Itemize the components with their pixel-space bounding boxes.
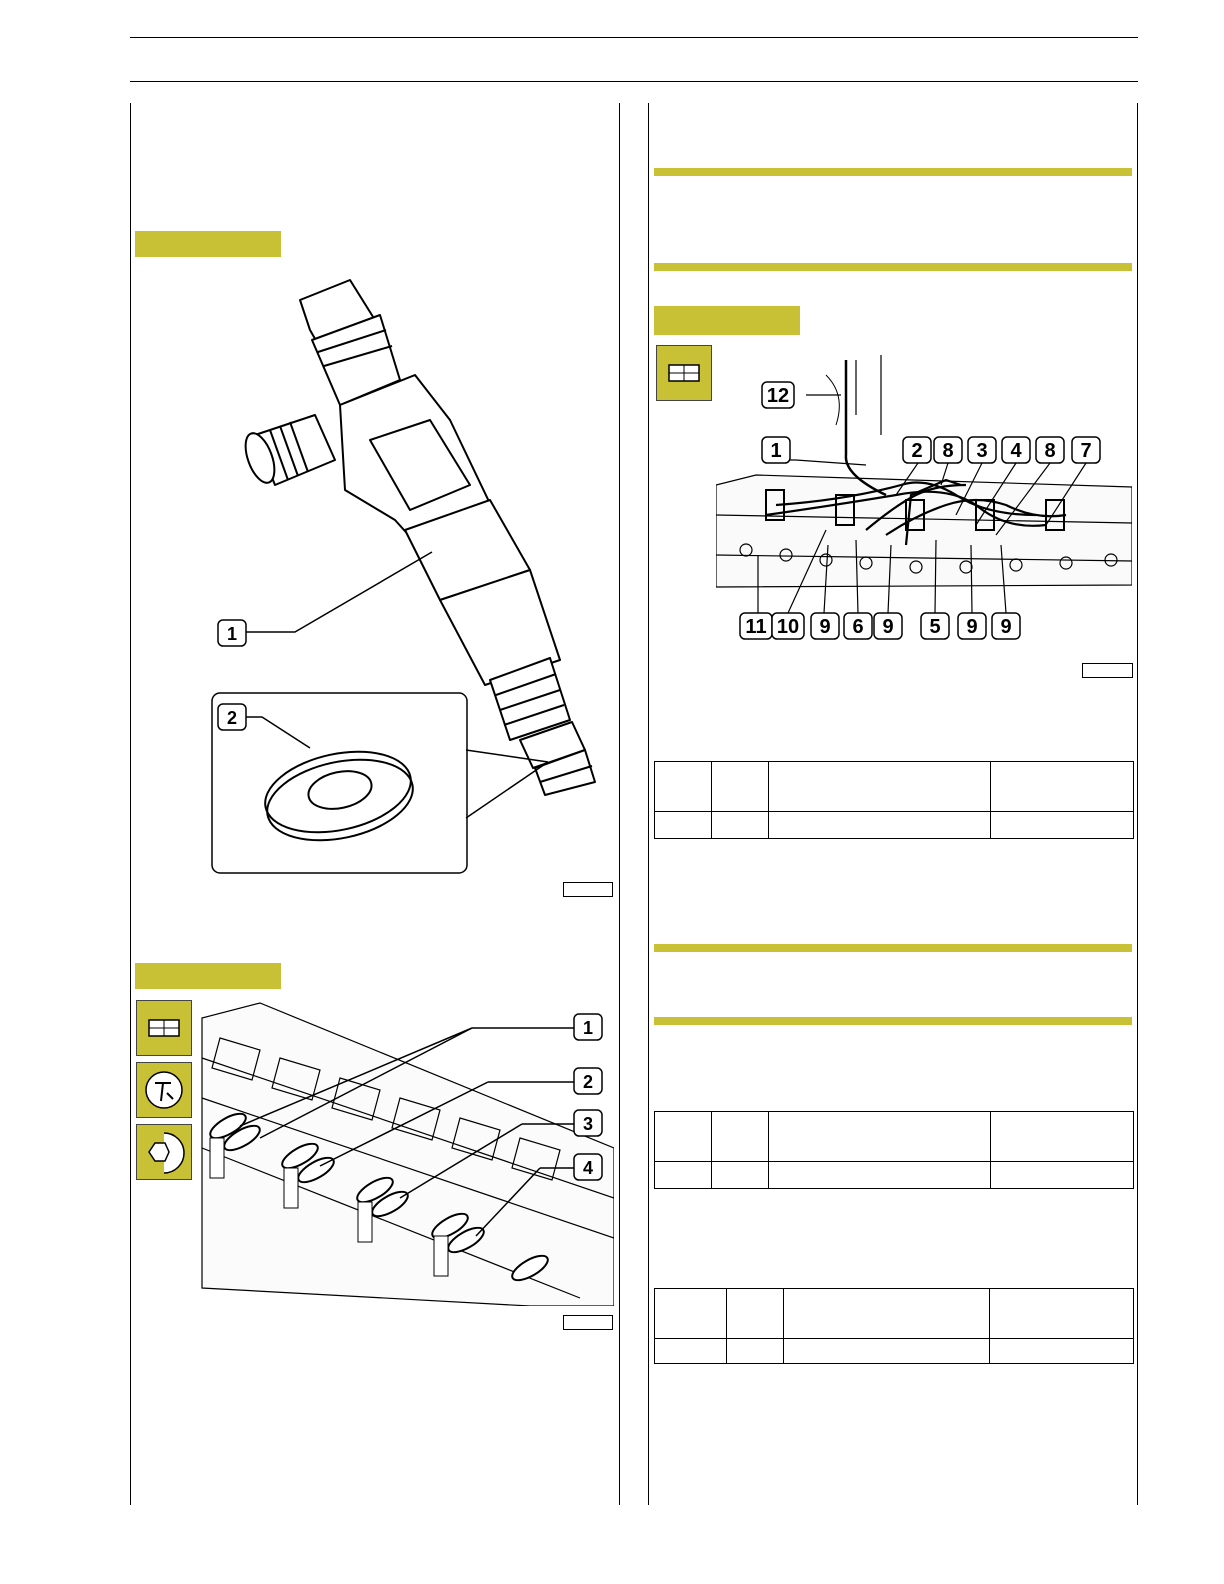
fuel-callout-7-text: 7 <box>1080 440 1092 462</box>
table-2-cell <box>655 1162 712 1189</box>
table-3-header-cell <box>655 1289 727 1339</box>
fuel-callout-4-text: 4 <box>1010 440 1022 462</box>
rocker-callout-1-text: 1 <box>582 1018 594 1038</box>
table-1-cell <box>991 812 1134 839</box>
rocker-callout-4-text: 4 <box>582 1158 594 1178</box>
hex-angle-icon <box>136 1124 192 1180</box>
table-3-header-cell <box>990 1289 1134 1339</box>
table-2-header-cell <box>991 1112 1134 1162</box>
figure-label-fuel-pipes <box>654 306 800 335</box>
data-table-2 <box>654 1111 1134 1189</box>
table-3-cell <box>655 1339 727 1364</box>
figure-code-rocker-shaft <box>563 1315 613 1330</box>
fuel-callout-10-text: 10 <box>776 616 800 638</box>
figure-code-injector <box>563 882 613 897</box>
rocker-shaft-drawing <box>200 998 614 1306</box>
table-3-cell <box>990 1339 1134 1364</box>
fuel-callout-5-text: 5 <box>929 616 941 638</box>
torque-wrench-icon <box>136 1062 192 1118</box>
fuel-callout-12-text: 12 <box>766 385 790 407</box>
table-1-header-cell <box>655 762 712 812</box>
fuel-pipes-assembly-grid-icon <box>656 345 712 401</box>
header-rule-top <box>130 37 1138 38</box>
column-rule-mid-b <box>648 103 649 1505</box>
figure-label-injector <box>135 231 281 257</box>
table-2-header-cell <box>712 1112 769 1162</box>
fuel-pipes-drawing <box>716 355 1132 655</box>
table-1-header-cell <box>769 762 991 812</box>
table-3-header-cell <box>727 1289 784 1339</box>
fuel-callout-11-text: 11 <box>745 616 767 638</box>
warning-band-1-bottom <box>654 263 1132 271</box>
fuel-callout-9d-text: 9 <box>1000 616 1012 638</box>
table-1-header-cell <box>712 762 769 812</box>
warning-band-2-bottom <box>654 1017 1132 1025</box>
fuel-callout-8b-text: 8 <box>1044 440 1056 462</box>
injector-callout-1-text: 1 <box>226 624 238 644</box>
warning-band-2-top <box>654 944 1132 952</box>
figure-code-fuel-pipes <box>1082 663 1133 678</box>
table-3-header-cell <box>784 1289 990 1339</box>
table-3-cell <box>727 1339 784 1364</box>
injector-callout-2-text: 2 <box>226 708 238 728</box>
assembly-grid-icon <box>136 1000 192 1056</box>
fuel-callout-9a-text: 9 <box>819 616 831 638</box>
column-rule-right <box>1137 103 1138 1505</box>
warning-band-1-top <box>654 168 1132 176</box>
table-1-cell <box>655 812 712 839</box>
fuel-callout-9c-text: 9 <box>966 616 978 638</box>
fuel-callout-6-text: 6 <box>852 616 864 638</box>
table-2-cell <box>712 1162 769 1189</box>
column-rule-left <box>130 103 131 1505</box>
fuel-callout-1-text: 1 <box>770 440 782 462</box>
table-2-header-cell <box>769 1112 991 1162</box>
fuel-callout-3-text: 3 <box>976 440 988 462</box>
figure-label-rocker-shaft <box>135 963 281 989</box>
table-1-header-cell <box>991 762 1134 812</box>
injector-drawing <box>200 270 620 885</box>
fuel-callout-8a-text: 8 <box>942 440 954 462</box>
table-1-cell <box>712 812 769 839</box>
table-3-cell <box>784 1339 990 1364</box>
table-2-header-cell <box>655 1112 712 1162</box>
rocker-callout-2-text: 2 <box>582 1072 594 1092</box>
data-table-3 <box>654 1288 1134 1364</box>
fuel-callout-9b-text: 9 <box>882 616 894 638</box>
table-2-cell <box>769 1162 991 1189</box>
table-1-cell <box>769 812 991 839</box>
rocker-callout-3-text: 3 <box>582 1114 594 1134</box>
header-rule-bottom <box>130 81 1138 82</box>
fuel-callout-2-text: 2 <box>911 440 923 462</box>
data-table-1 <box>654 761 1134 839</box>
table-2-cell <box>991 1162 1134 1189</box>
